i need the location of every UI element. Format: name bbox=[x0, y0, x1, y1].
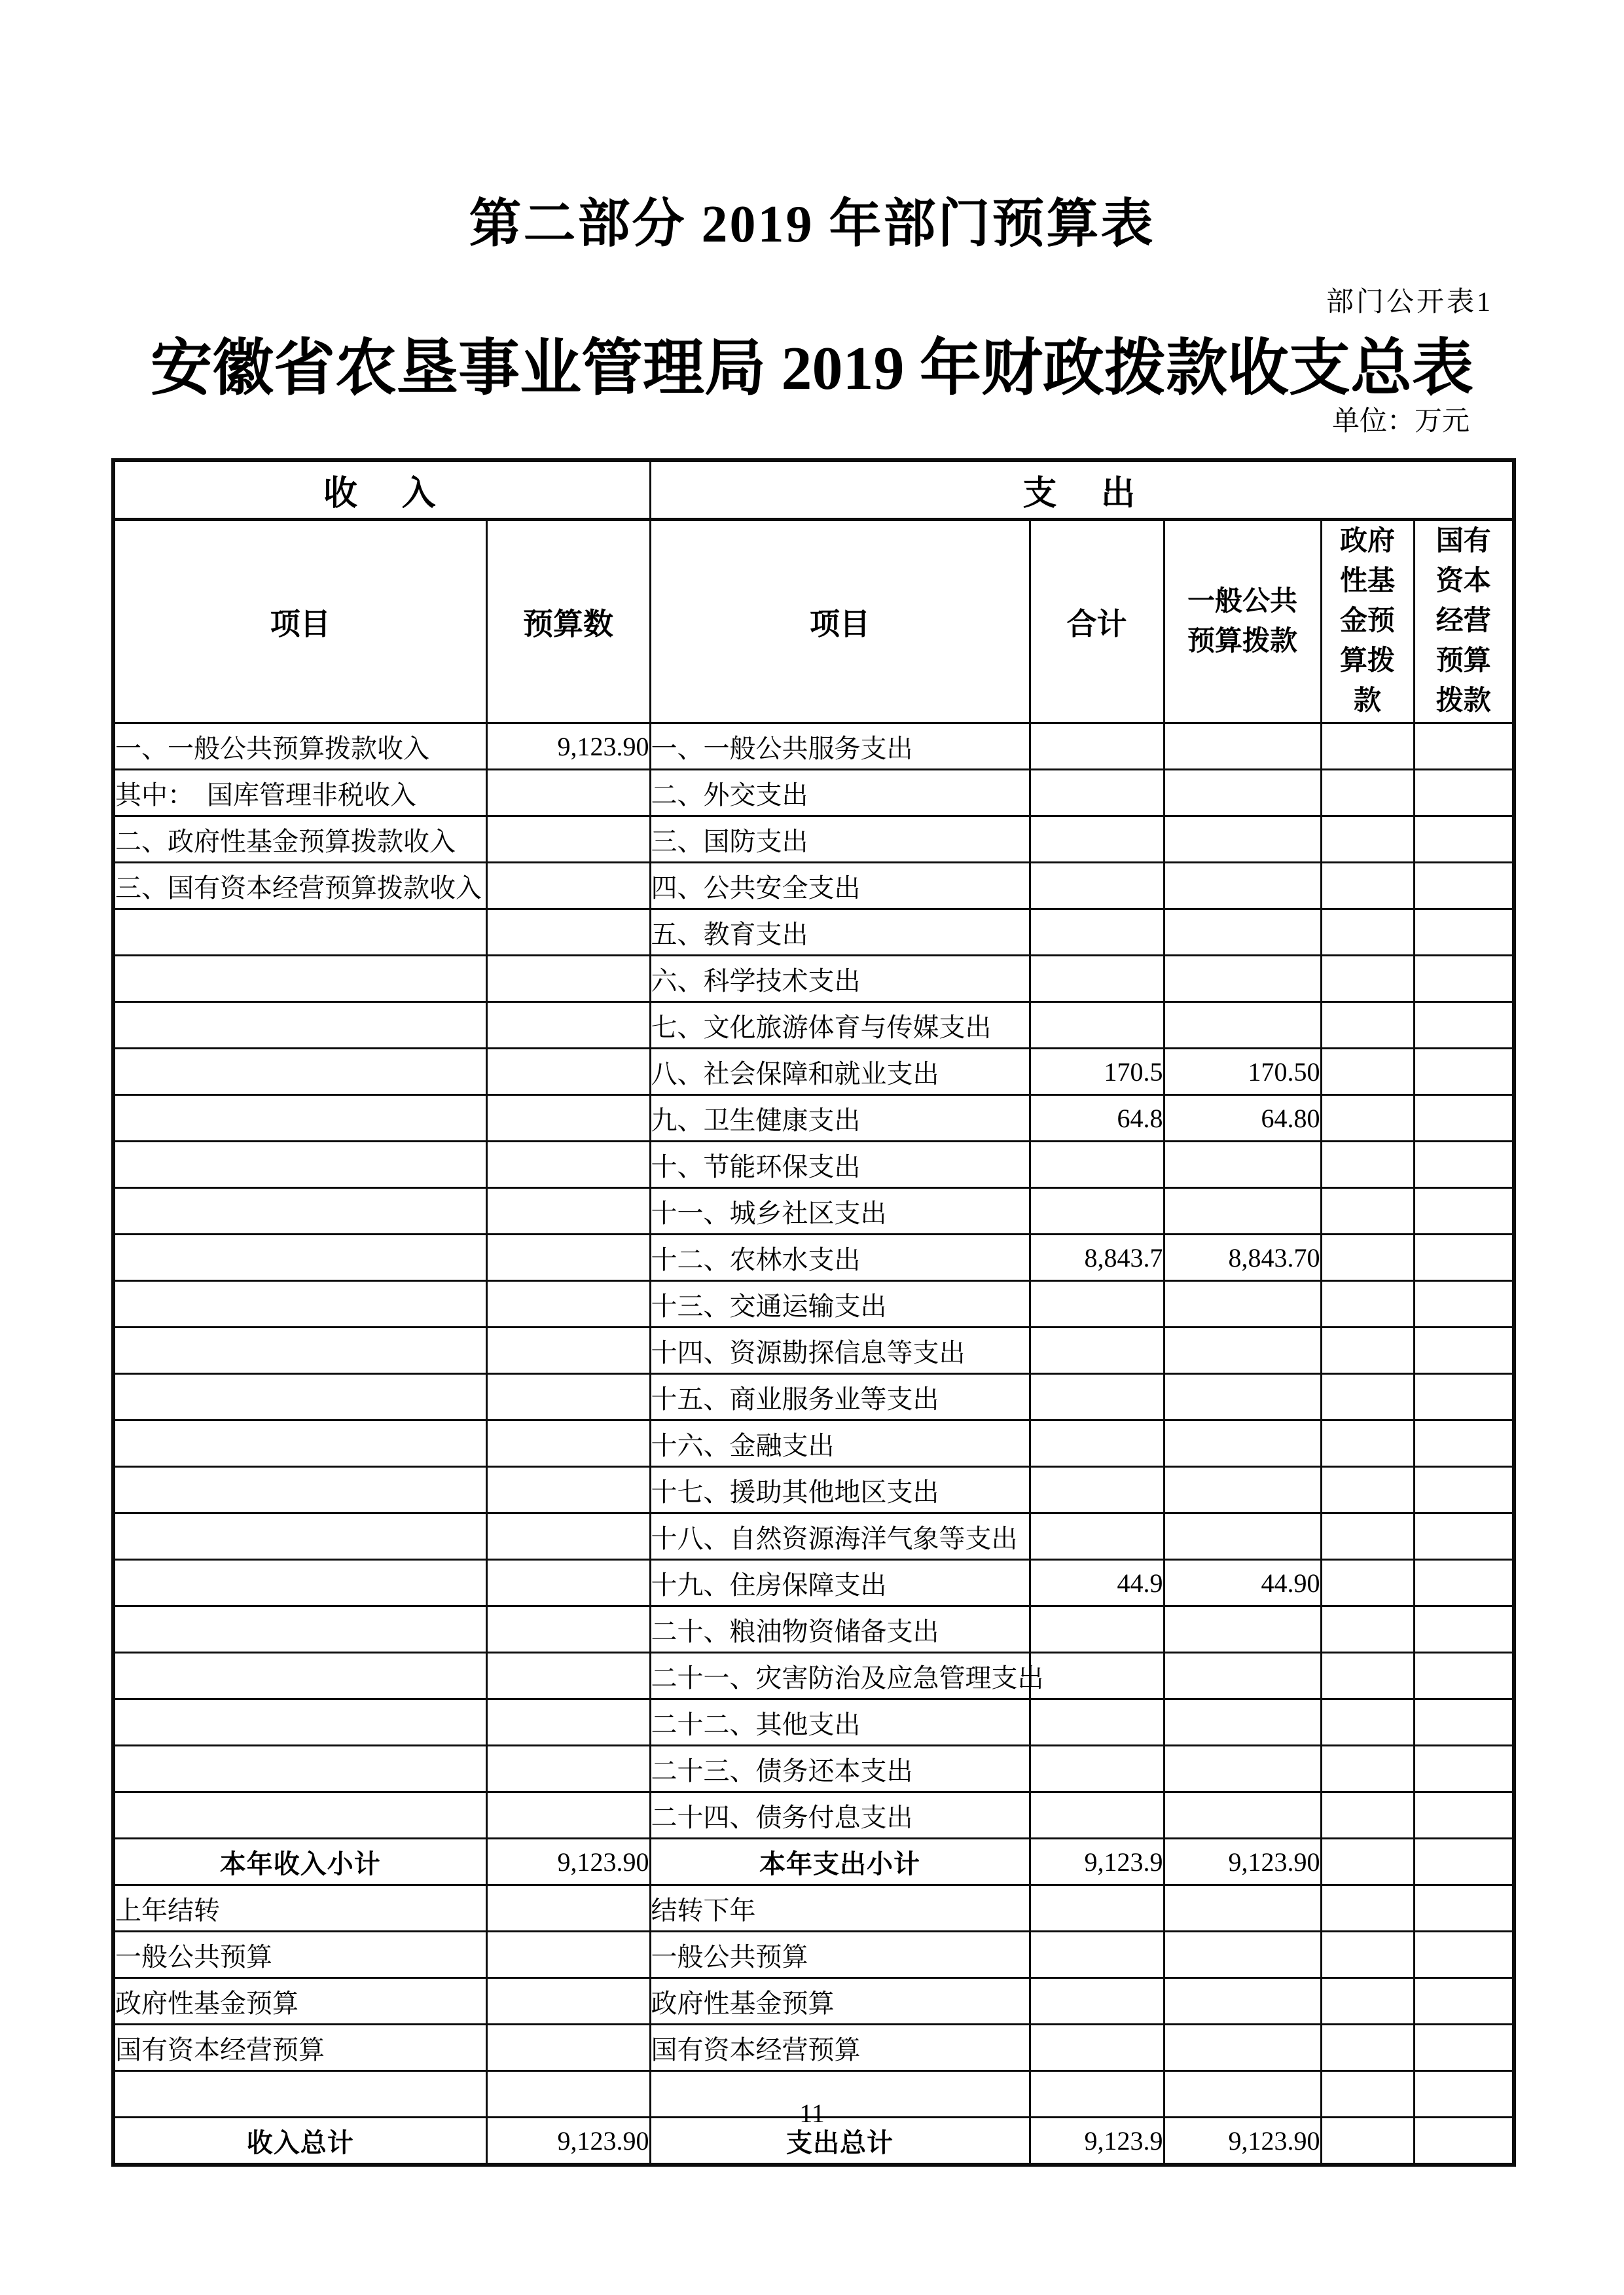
expense-govfund-cell bbox=[1321, 723, 1414, 770]
expense-statecapital-cell bbox=[1414, 723, 1514, 770]
expense-item-cell: 十七、援助其他地区支出 bbox=[650, 1467, 1030, 1513]
income-budget-cell: 9,123.90 bbox=[486, 2118, 650, 2165]
income-budget-cell bbox=[486, 1467, 650, 1513]
expense-statecapital-cell bbox=[1414, 909, 1514, 956]
expense-item-cell: 八、社会保障和就业支出 bbox=[650, 1049, 1030, 1095]
income-group-header: 收 入 bbox=[113, 460, 650, 520]
income-budget-cell bbox=[486, 1513, 650, 1560]
expense-total-cell bbox=[1030, 863, 1164, 909]
expense-item-cell: 本年支出小计 bbox=[650, 1839, 1030, 1885]
expense-total-cell bbox=[1030, 1932, 1164, 1978]
expense-general-cell bbox=[1164, 1328, 1321, 1374]
expense-total-cell bbox=[1030, 1328, 1164, 1374]
income-budget-cell bbox=[486, 1049, 650, 1095]
expense-statecapital-cell bbox=[1414, 1420, 1514, 1467]
expense-item-cell: 支出总计 bbox=[650, 2118, 1030, 2165]
expense-general-cell bbox=[1164, 723, 1321, 770]
table-row bbox=[113, 1885, 1514, 1932]
expense-govfund-cell bbox=[1321, 1513, 1414, 1560]
expense-statecapital-cell bbox=[1414, 1049, 1514, 1095]
expense-govfund-cell bbox=[1321, 1699, 1414, 1746]
income-item-cell bbox=[113, 1328, 486, 1374]
table-row bbox=[113, 1839, 1514, 1885]
expense-total-cell bbox=[1030, 1188, 1164, 1235]
expense-statecapital-cell bbox=[1414, 1978, 1514, 2025]
income-budget-cell bbox=[486, 1885, 650, 1932]
expense-statecapital-cell bbox=[1414, 1002, 1514, 1049]
income-item-cell bbox=[113, 1002, 486, 1049]
expense-statecapital-header: 国有资本经营预算拨款 bbox=[1414, 520, 1514, 723]
expense-general-cell bbox=[1164, 2025, 1321, 2071]
table-row bbox=[113, 1467, 1514, 1513]
expense-govfund-cell bbox=[1321, 863, 1414, 909]
expense-statecapital-cell bbox=[1414, 1932, 1514, 1978]
income-item-cell: 国有资本经营预算 bbox=[113, 2025, 486, 2071]
income-item-cell bbox=[113, 956, 486, 1002]
expense-govfund-cell bbox=[1321, 1932, 1414, 1978]
expense-statecapital-cell bbox=[1414, 1142, 1514, 1188]
expense-total-cell: 9,123.9 bbox=[1030, 2118, 1164, 2165]
expense-general-header: 一般公共预算拨款 bbox=[1164, 520, 1321, 723]
expense-item-cell: 政府性基金预算 bbox=[650, 1978, 1030, 2025]
unit-note: 单位：万元 bbox=[1331, 407, 1470, 437]
expense-govfund-cell bbox=[1321, 1420, 1414, 1467]
expense-general-cell: 64.80 bbox=[1164, 1095, 1321, 1142]
expense-item-cell: 十九、住房保障支出 bbox=[650, 1560, 1030, 1606]
expense-item-cell: 二十二、其他支出 bbox=[650, 1699, 1030, 1746]
table-row bbox=[113, 1792, 1514, 1839]
table-row bbox=[113, 1142, 1514, 1188]
table-row bbox=[113, 1699, 1514, 1746]
income-item-cell: 一般公共预算 bbox=[113, 1932, 486, 1978]
expense-govfund-cell bbox=[1321, 1095, 1414, 1142]
expense-govfund-cell bbox=[1321, 1606, 1414, 1653]
expense-item-cell: 七、文化旅游体育与传媒支出 bbox=[650, 1002, 1030, 1049]
expense-govfund-cell bbox=[1321, 909, 1414, 956]
table-row bbox=[113, 1049, 1514, 1095]
expense-govfund-cell bbox=[1321, 2025, 1414, 2071]
expense-general-cell bbox=[1164, 1653, 1321, 1699]
expense-item-cell: 一、一般公共服务支出 bbox=[650, 723, 1030, 770]
expense-statecapital-cell bbox=[1414, 770, 1514, 816]
expense-govfund-header: 政府性基金预算拨款 bbox=[1321, 520, 1414, 723]
expense-item-cell: 三、国防支出 bbox=[650, 816, 1030, 863]
expense-statecapital-cell bbox=[1414, 1560, 1514, 1606]
income-item-cell bbox=[113, 1420, 486, 1467]
expense-statecapital-cell bbox=[1414, 863, 1514, 909]
expense-general-cell bbox=[1164, 863, 1321, 909]
expense-item-cell: 十、节能环保支出 bbox=[650, 1142, 1030, 1188]
table-row bbox=[113, 1002, 1514, 1049]
expense-item-cell: 九、卫生健康支出 bbox=[650, 1095, 1030, 1142]
expense-total-cell: 8,843.7 bbox=[1030, 1235, 1164, 1281]
expense-general-cell bbox=[1164, 1142, 1321, 1188]
income-item-cell bbox=[113, 909, 486, 956]
income-budget-cell bbox=[486, 1699, 650, 1746]
expense-item-cell: 二十三、债务还本支出 bbox=[650, 1746, 1030, 1792]
income-item-cell bbox=[113, 1188, 486, 1235]
table-row bbox=[113, 1281, 1514, 1328]
expense-govfund-cell bbox=[1321, 1188, 1414, 1235]
expense-item-cell: 六、科学技术支出 bbox=[650, 956, 1030, 1002]
expense-general-cell bbox=[1164, 1188, 1321, 1235]
expense-general-cell: 44.90 bbox=[1164, 1560, 1321, 1606]
page-number: 11 bbox=[799, 2099, 825, 2128]
expense-item-cell: 十三、交通运输支出 bbox=[650, 1281, 1030, 1328]
expense-general-cell bbox=[1164, 1606, 1321, 1653]
expense-statecapital-cell bbox=[1414, 1328, 1514, 1374]
table-tag-label: 部门公开表1 bbox=[1326, 287, 1493, 317]
table-row bbox=[113, 1746, 1514, 1792]
expense-total-cell: 9,123.9 bbox=[1030, 1839, 1164, 1885]
income-item-cell: 一、一般公共预算拨款收入 bbox=[113, 723, 486, 770]
expense-item-cell: 二十、粮油物资储备支出 bbox=[650, 1606, 1030, 1653]
table-row bbox=[113, 770, 1514, 816]
expense-statecapital-cell bbox=[1414, 1653, 1514, 1699]
section-title: 第二部分 2019 年部门预算表 bbox=[469, 196, 1155, 253]
expense-govfund-cell bbox=[1321, 1560, 1414, 1606]
expense-general-cell bbox=[1164, 816, 1321, 863]
expense-statecapital-cell bbox=[1414, 816, 1514, 863]
expense-statecapital-cell bbox=[1414, 1374, 1514, 1420]
expense-item-cell: 结转下年 bbox=[650, 1885, 1030, 1932]
income-budget-cell bbox=[486, 1420, 650, 1467]
expense-total-cell bbox=[1030, 1792, 1164, 1839]
income-budget-cell bbox=[486, 1235, 650, 1281]
table-row bbox=[113, 909, 1514, 956]
expense-item-cell: 一般公共预算 bbox=[650, 1932, 1030, 1978]
income-budget-cell bbox=[486, 1095, 650, 1142]
expense-govfund-cell bbox=[1321, 1653, 1414, 1699]
expense-general-cell: 9,123.90 bbox=[1164, 2118, 1321, 2165]
income-item-cell: 上年结转 bbox=[113, 1885, 486, 1932]
income-budget-cell bbox=[486, 1142, 650, 1188]
expense-total-cell bbox=[1030, 1142, 1164, 1188]
income-budget-cell bbox=[486, 1978, 650, 2025]
expense-govfund-cell bbox=[1321, 1885, 1414, 1932]
expense-item-cell: 五、教育支出 bbox=[650, 909, 1030, 956]
income-budget-cell: 9,123.90 bbox=[486, 1839, 650, 1885]
expense-general-cell bbox=[1164, 1420, 1321, 1467]
expense-govfund-cell bbox=[1321, 1839, 1414, 1885]
income-budget-cell bbox=[486, 1792, 650, 1839]
expense-statecapital-cell bbox=[1414, 1281, 1514, 1328]
expense-govfund-cell bbox=[1321, 1281, 1414, 1328]
expense-total-cell bbox=[1030, 2025, 1164, 2071]
expense-total-cell bbox=[1030, 1746, 1164, 1792]
income-item-cell bbox=[113, 1142, 486, 1188]
income-item-cell bbox=[113, 1513, 486, 1560]
expense-group-header: 支 出 bbox=[650, 460, 1514, 520]
income-budget-cell bbox=[486, 1746, 650, 1792]
expense-general-cell bbox=[1164, 1746, 1321, 1792]
income-item-cell bbox=[113, 1792, 486, 1839]
income-item-cell bbox=[113, 1235, 486, 1281]
page-title: 安徽省农垦事业管理局 2019 年财政拨款收支总表 bbox=[150, 334, 1473, 403]
table-row bbox=[113, 1513, 1514, 1560]
expense-govfund-cell bbox=[1321, 1746, 1414, 1792]
expense-total-cell bbox=[1030, 1885, 1164, 1932]
expense-total-cell bbox=[1030, 1699, 1164, 1746]
expense-item-cell: 二、外交支出 bbox=[650, 770, 1030, 816]
expense-total-cell bbox=[1030, 1374, 1164, 1420]
income-item-cell: 二、政府性基金预算拨款收入 bbox=[113, 816, 486, 863]
expense-item-header: 项目 bbox=[650, 520, 1030, 723]
table-row bbox=[113, 2025, 1514, 2071]
expense-total-cell bbox=[1030, 1606, 1164, 1653]
expense-govfund-cell bbox=[1321, 1049, 1414, 1095]
expense-statecapital-cell bbox=[1414, 2025, 1514, 2071]
expense-statecapital-cell bbox=[1414, 1792, 1514, 1839]
expense-govfund-cell bbox=[1321, 1235, 1414, 1281]
table-row bbox=[113, 1932, 1514, 1978]
expense-general-cell: 170.50 bbox=[1164, 1049, 1321, 1095]
income-item-cell bbox=[113, 1281, 486, 1328]
expense-general-cell bbox=[1164, 909, 1321, 956]
expense-govfund-cell bbox=[1321, 770, 1414, 816]
expense-statecapital-cell bbox=[1414, 1095, 1514, 1142]
expense-statecapital-cell bbox=[1414, 1699, 1514, 1746]
income-budget-cell bbox=[486, 1560, 650, 1606]
expense-total-cell bbox=[1030, 1420, 1164, 1467]
expense-statecapital-cell bbox=[1414, 1513, 1514, 1560]
income-budget-header: 预算数 bbox=[486, 520, 650, 723]
expense-item-cell: 十五、商业服务业等支出 bbox=[650, 1374, 1030, 1420]
income-budget-cell: 9,123.90 bbox=[486, 723, 650, 770]
income-budget-cell bbox=[486, 1328, 650, 1374]
expense-total-cell bbox=[1030, 816, 1164, 863]
expense-govfund-cell bbox=[1321, 1002, 1414, 1049]
income-item-cell bbox=[113, 1560, 486, 1606]
income-item-cell bbox=[113, 1095, 486, 1142]
income-item-header: 项目 bbox=[113, 520, 486, 723]
expense-item-cell: 十四、资源勘探信息等支出 bbox=[650, 1328, 1030, 1374]
expense-general-cell bbox=[1164, 1002, 1321, 1049]
table-row bbox=[113, 1606, 1514, 1653]
income-budget-cell bbox=[486, 2025, 650, 2071]
table-row bbox=[113, 1235, 1514, 1281]
expense-statecapital-cell bbox=[1414, 1885, 1514, 1932]
expense-statecapital-cell bbox=[1414, 1746, 1514, 1792]
expense-total-cell bbox=[1030, 723, 1164, 770]
income-budget-cell bbox=[486, 956, 650, 1002]
expense-general-cell bbox=[1164, 1467, 1321, 1513]
expense-govfund-cell bbox=[1321, 1142, 1414, 1188]
income-budget-cell bbox=[486, 1002, 650, 1049]
expense-general-cell bbox=[1164, 1885, 1321, 1932]
expense-total-cell: 44.9 bbox=[1030, 1560, 1164, 1606]
income-item-cell: 政府性基金预算 bbox=[113, 1978, 486, 2025]
income-item-cell bbox=[113, 1746, 486, 1792]
expense-govfund-cell bbox=[1321, 1328, 1414, 1374]
income-item-cell: 本年收入小计 bbox=[113, 1839, 486, 1885]
expense-general-cell bbox=[1164, 1978, 1321, 2025]
expense-general-cell bbox=[1164, 1513, 1321, 1560]
budget-table bbox=[111, 458, 1516, 2167]
income-budget-cell bbox=[486, 1188, 650, 1235]
income-item-cell bbox=[113, 1699, 486, 1746]
expense-item-cell: 国有资本经营预算 bbox=[650, 2025, 1030, 2071]
income-item-cell bbox=[113, 1606, 486, 1653]
table-row bbox=[113, 956, 1514, 1002]
expense-statecapital-cell bbox=[1414, 1467, 1514, 1513]
expense-total-cell: 170.5 bbox=[1030, 1049, 1164, 1095]
expense-statecapital-cell bbox=[1414, 1188, 1514, 1235]
table-row bbox=[113, 1095, 1514, 1142]
expense-general-cell bbox=[1164, 1792, 1321, 1839]
expense-item-cell: 十六、金融支出 bbox=[650, 1420, 1030, 1467]
table-row bbox=[113, 1328, 1514, 1374]
expense-total-cell bbox=[1030, 1978, 1164, 2025]
expense-item-cell: 十八、自然资源海洋气象等支出 bbox=[650, 1513, 1030, 1560]
expense-statecapital-cell bbox=[1414, 1606, 1514, 1653]
table-row bbox=[113, 1560, 1514, 1606]
expense-govfund-cell bbox=[1321, 1792, 1414, 1839]
expense-govfund-cell bbox=[1321, 1374, 1414, 1420]
expense-total-header: 合计 bbox=[1030, 520, 1164, 723]
expense-general-cell: 9,123.90 bbox=[1164, 1839, 1321, 1885]
expense-item-cell: 四、公共安全支出 bbox=[650, 863, 1030, 909]
expense-total-cell: 64.8 bbox=[1030, 1095, 1164, 1142]
table-row bbox=[113, 863, 1514, 909]
income-budget-cell bbox=[486, 816, 650, 863]
income-item-cell bbox=[113, 1467, 486, 1513]
expense-statecapital-cell bbox=[1414, 1235, 1514, 1281]
expense-govfund-cell bbox=[1321, 1467, 1414, 1513]
expense-general-cell bbox=[1164, 1281, 1321, 1328]
income-item-cell bbox=[113, 1374, 486, 1420]
expense-statecapital-cell bbox=[1414, 956, 1514, 1002]
expense-total-cell bbox=[1030, 770, 1164, 816]
expense-item-cell: 二十四、债务付息支出 bbox=[650, 1792, 1030, 1839]
table-row bbox=[113, 816, 1514, 863]
table-row bbox=[113, 1374, 1514, 1420]
table-row bbox=[113, 1978, 1514, 2025]
income-budget-cell bbox=[486, 1281, 650, 1328]
expense-general-cell bbox=[1164, 770, 1321, 816]
income-item-cell bbox=[113, 1653, 486, 1699]
table-row bbox=[113, 1420, 1514, 1467]
table-row bbox=[113, 723, 1514, 770]
income-item-cell: 其中： 国库管理非税收入 bbox=[113, 770, 486, 816]
income-budget-cell bbox=[486, 770, 650, 816]
expense-general-cell bbox=[1164, 1699, 1321, 1746]
income-item-cell: 收入总计 bbox=[113, 2118, 486, 2165]
table-row bbox=[113, 1653, 1514, 1699]
group-header-row bbox=[113, 460, 1514, 520]
expense-govfund-cell bbox=[1321, 1978, 1414, 2025]
expense-general-cell bbox=[1164, 1374, 1321, 1420]
expense-item-cell: 十一、城乡社区支出 bbox=[650, 1188, 1030, 1235]
income-budget-cell bbox=[486, 1606, 650, 1653]
income-budget-cell bbox=[486, 909, 650, 956]
expense-total-cell bbox=[1030, 1281, 1164, 1328]
expense-total-cell bbox=[1030, 956, 1164, 1002]
income-budget-cell bbox=[486, 1374, 650, 1420]
expense-total-cell bbox=[1030, 909, 1164, 956]
income-budget-cell bbox=[486, 863, 650, 909]
income-budget-cell bbox=[486, 1653, 650, 1699]
expense-govfund-cell bbox=[1321, 816, 1414, 863]
expense-item-cell: 十二、农林水支出 bbox=[650, 1235, 1030, 1281]
expense-total-cell bbox=[1030, 1653, 1164, 1699]
expense-total-cell bbox=[1030, 1467, 1164, 1513]
expense-govfund-cell bbox=[1321, 956, 1414, 1002]
expense-general-cell bbox=[1164, 1932, 1321, 1978]
expense-total-cell bbox=[1030, 1513, 1164, 1560]
expense-general-cell: 8,843.70 bbox=[1164, 1235, 1321, 1281]
expense-general-cell bbox=[1164, 956, 1321, 1002]
income-budget-cell bbox=[486, 1932, 650, 1978]
income-item-cell bbox=[113, 1049, 486, 1095]
table-row bbox=[113, 1188, 1514, 1235]
column-header-row bbox=[113, 520, 1514, 723]
expense-statecapital-cell bbox=[1414, 1839, 1514, 1885]
expense-total-cell bbox=[1030, 1002, 1164, 1049]
income-item-cell: 三、国有资本经营预算拨款收入 bbox=[113, 863, 486, 909]
expense-item-cell: 二十一、灾害防治及应急管理支出 bbox=[650, 1653, 1030, 1699]
